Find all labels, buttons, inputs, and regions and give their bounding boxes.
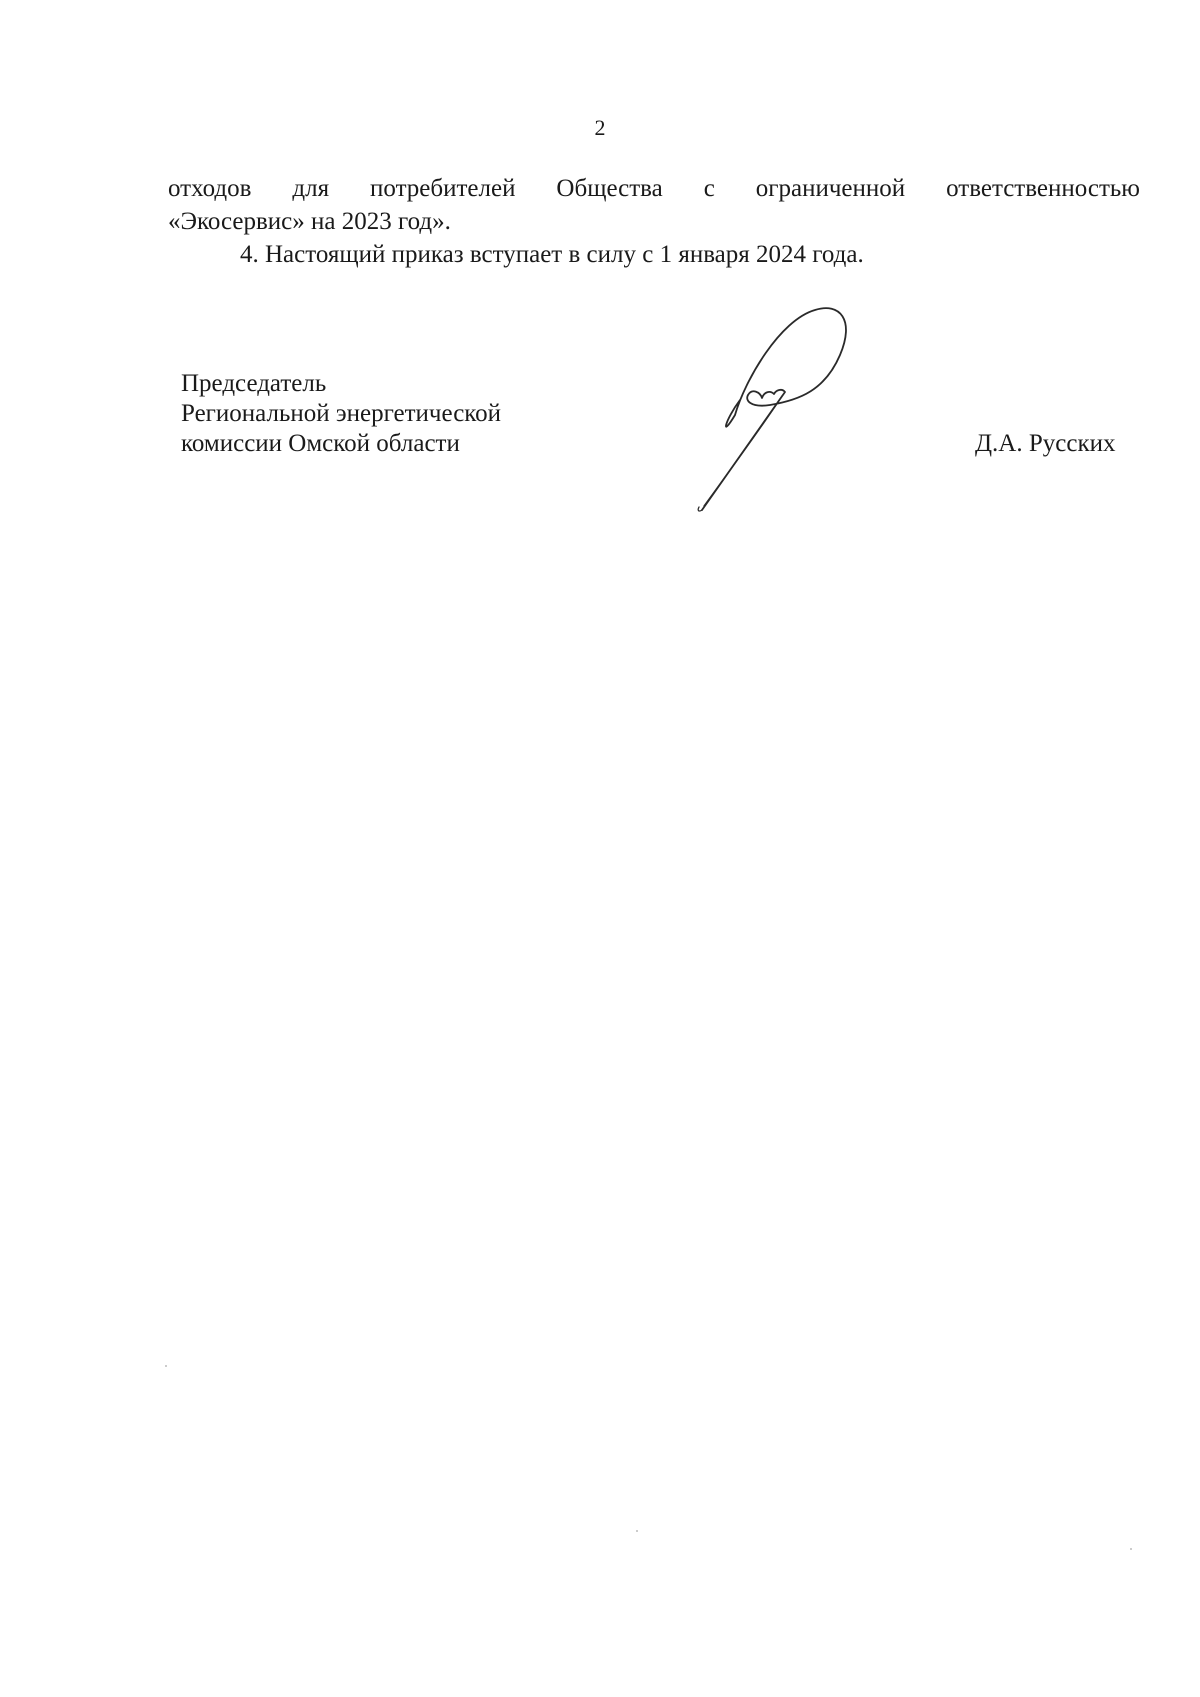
- handwritten-signature-icon: [690, 300, 870, 520]
- word: для: [292, 175, 330, 202]
- body-line-2: «Экосервис» на 2023 год».: [168, 208, 451, 235]
- scan-speck: [165, 1365, 167, 1367]
- page-number: 2: [594, 115, 606, 140]
- scan-speck: [636, 1530, 638, 1532]
- word: отходов: [168, 175, 252, 202]
- word: с: [703, 175, 715, 202]
- signatory-title-line: комиссии Омской области: [181, 430, 460, 457]
- signatory-title-line: Региональной энергетической: [181, 400, 502, 427]
- scan-speck: [1130, 1548, 1132, 1550]
- signatory-name: Д.А. Русских: [975, 430, 1116, 457]
- word: потребителей: [370, 175, 516, 202]
- signatory-title-line: Председатель: [181, 370, 327, 397]
- signatory-title: [181, 369, 501, 459]
- paragraph-item-4: 4. Настоящий приказ вступает в силу с 1 января 2024 года.: [240, 241, 864, 268]
- word: ограниченной: [755, 175, 906, 202]
- word: ответственностью: [946, 175, 1140, 202]
- word: Общества: [556, 175, 663, 202]
- body-line-1: [168, 172, 1140, 205]
